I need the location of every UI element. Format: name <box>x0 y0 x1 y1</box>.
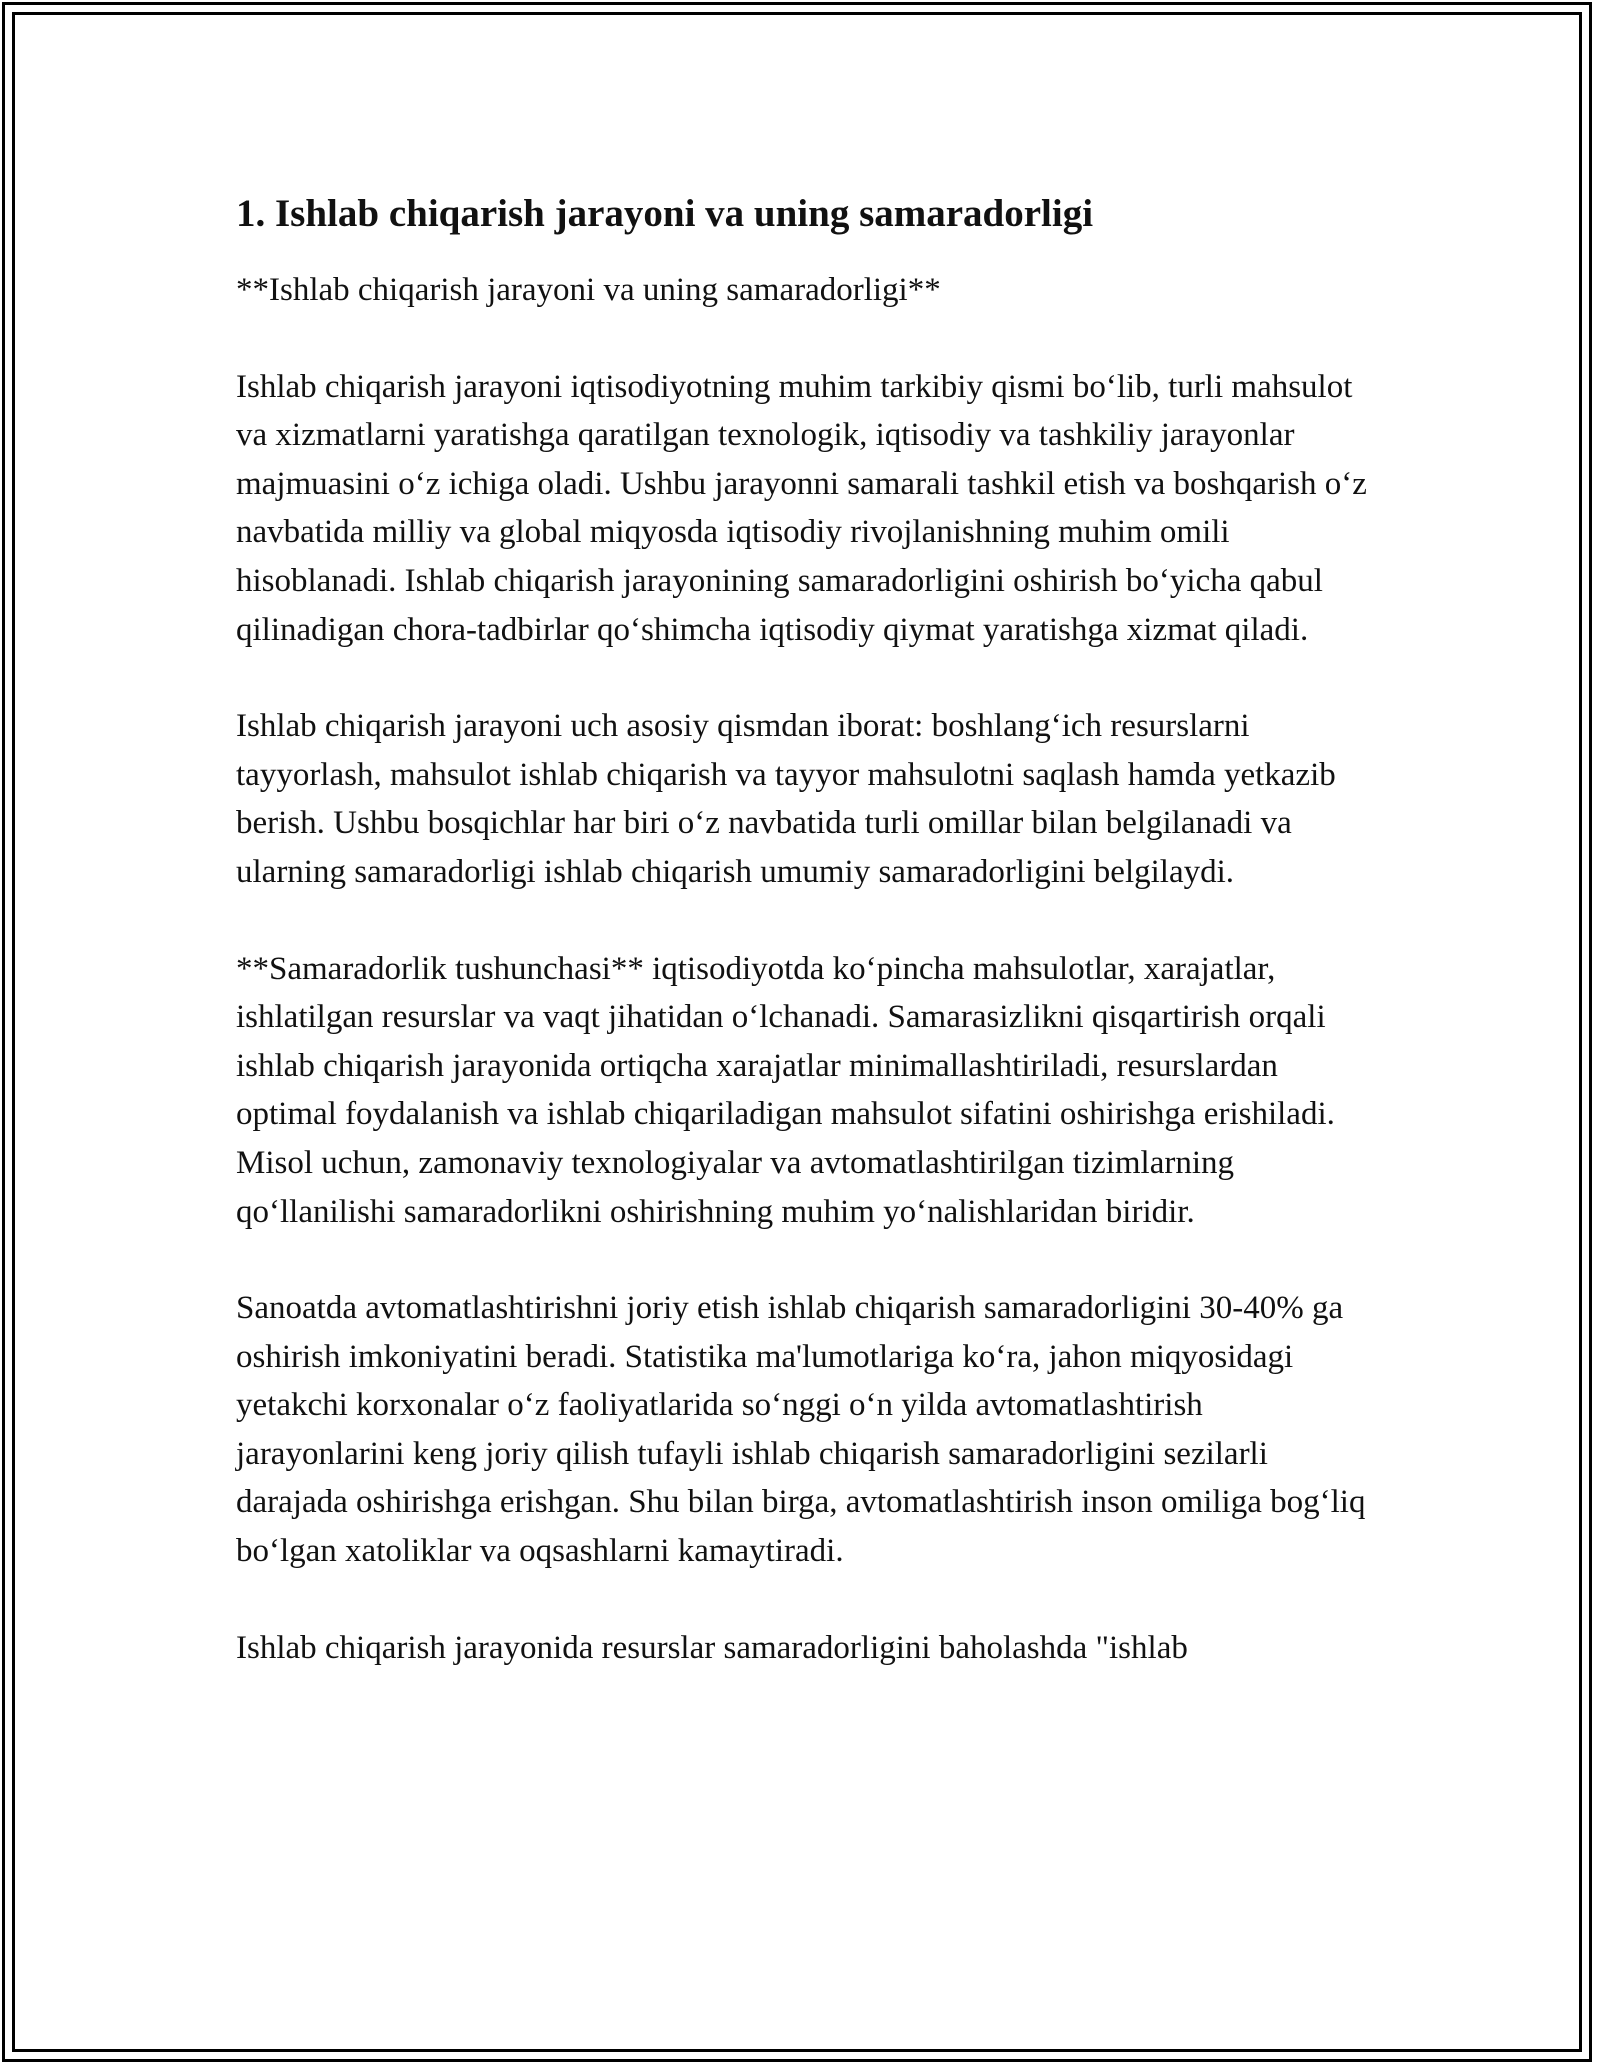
document-page <box>236 188 1368 1720</box>
paragraph-resources: Ishlab chiqarish jarayonida resurslar samaradorligini baholashda "ishlab <box>236 1629 1188 1666</box>
paragraph-automation: Sanoatda avtomatlashtirishni joriy etish ishlab chiqarish samaradorligini 30-40% ga oshirish imkoniyatini beradi. Statistika ma'lumotlariga ko‘ra, jahon miqyosidagi yetakchi korxonalar o‘z faoliyatlarida so‘nggi o‘n yilda avtomatlashtirish jarayonlarini keng joriy qilish tufayli ishlab chiqarish samaradorligini sezilarli darajada oshirishga erishgan. Shu bilan birga, avtomatlashtirish inson omiliga bog‘liq bo‘lgan xatoliklar va oqsashlarni kamaytiradi. <box>236 1290 1366 1570</box>
paragraph-stages: Ishlab chiqarish jarayoni uch asosiy qismdan iborat: boshlang‘ich resurslarni tayyorlash, mahsulot ishlab chiqarish va tayyor mahsulotni saqlash hamda yetkazib berish. Ushbu bosqichlar har biri o‘z navbatida turli omillar bilan belgilanadi va ularning samaradorligi ishlab chiqarish umumiy samaradorligini belgilaydi. <box>236 708 1336 890</box>
section-heading: 1. Ishlab chiqarish jarayoni va uning samaradorligi <box>236 192 1094 235</box>
paragraph-efficiency-concept: **Samaradorlik tushunchasi** iqtisodiyotda ko‘pincha mahsulotlar, xarajatlar, ishlatilgan resurslar va vaqt jihatidan o‘lchanadi. Samarasizlikni qisqartirish orqali ishlab chiqarish jarayonida ortiqcha xarajatlar minimallashtiriladi, resurslardan optimal foydalanish va ishlab chiqariladigan mahsulot sifatini oshirishga erishiladi. Misol uchun, zamonaviy texnologiyalar va avtomatlashtirilgan tizimlarning qo‘llanilishi samaradorlikni oshirishning muhim yo‘nalishlaridan biridir. <box>236 950 1335 1230</box>
paragraph-intro: Ishlab chiqarish jarayoni iqtisodiyotning muhim tarkibiy qismi bo‘lib, turli mahsulot va xizmatlarni yaratishga qaratilgan texnologik, iqtisodiy va tashkiliy jarayonlar majmuasini o‘z ichiga oladi. Ushbu jarayonni samarali tashkil etish va boshqarish o‘z navbatida milliy va global miqyosda iqtisodiy rivojlanishning muhim omili hisoblanadi. Ishlab chiqarish jarayonining samaradorligini oshirish bo‘yicha qabul qilinadigan chora-tadbirlar qo‘shimcha iqtisodiy qiymat yaratishga xizmat qiladi. <box>236 368 1367 648</box>
paragraph-subtitle: **Ishlab chiqarish jarayoni va uning samaradorligi** <box>236 272 941 308</box>
